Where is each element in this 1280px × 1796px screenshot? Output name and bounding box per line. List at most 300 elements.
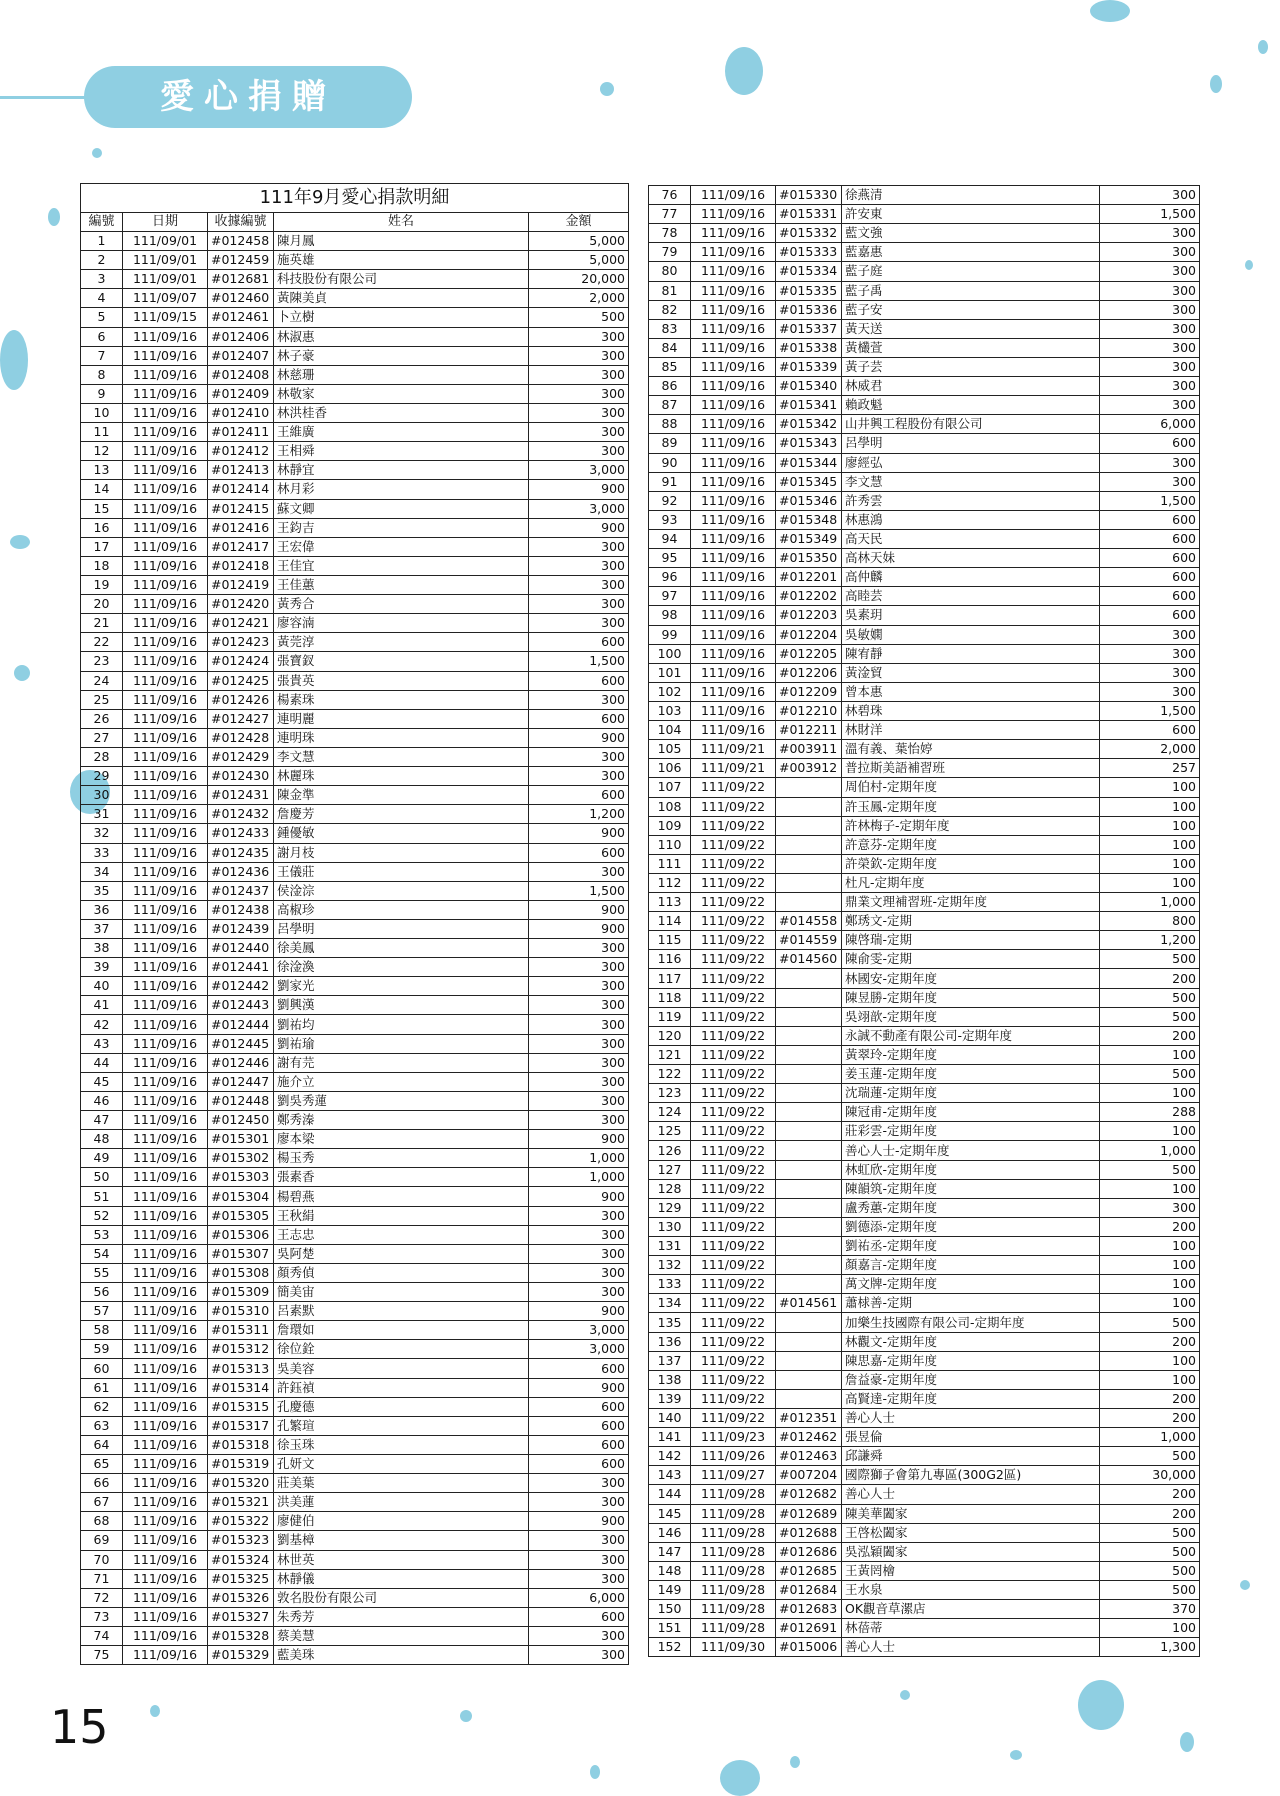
row-number: 147: [649, 1542, 691, 1561]
table-row: [81, 805, 629, 824]
row-donor-name: 徐位銓: [274, 1340, 529, 1359]
row-amount: 200: [1100, 1026, 1200, 1045]
row-receipt-number: [776, 1007, 842, 1026]
table-row: [81, 1168, 629, 1187]
row-amount: 20,000: [529, 270, 629, 289]
row-date: 111/09/16: [123, 1168, 208, 1187]
row-donor-name: 藍子安: [842, 300, 1100, 319]
row-receipt-number: #012202: [776, 587, 842, 606]
row-donor-name: 王啓松闔家: [842, 1523, 1100, 1542]
row-donor-name: 林淑惠: [274, 327, 529, 346]
table-row: [649, 205, 1200, 224]
row-amount: 300: [1100, 663, 1200, 682]
row-receipt-number: #012439: [208, 919, 274, 938]
table-row: [649, 568, 1200, 587]
row-amount: 300: [1100, 338, 1200, 357]
table-row: [649, 415, 1200, 434]
row-number: 37: [81, 919, 123, 938]
row-receipt-number: #012412: [208, 442, 274, 461]
row-donor-name: 張昱倫: [842, 1428, 1100, 1447]
row-donor-name: 徐玉珠: [274, 1435, 529, 1454]
row-receipt-number: #015314: [208, 1378, 274, 1397]
row-date: 111/09/22: [691, 873, 776, 892]
row-donor-name: 廖容湳: [274, 614, 529, 633]
row-receipt-number: #015309: [208, 1283, 274, 1302]
row-number: 63: [81, 1416, 123, 1435]
splatter-dot: [1258, 40, 1268, 54]
table-row: [81, 1607, 629, 1626]
row-number: 123: [649, 1084, 691, 1103]
row-date: 111/09/16: [123, 958, 208, 977]
row-amount: 300: [529, 442, 629, 461]
row-amount: 300: [529, 862, 629, 881]
row-date: 111/09/28: [691, 1561, 776, 1580]
table-row: [81, 365, 629, 384]
splatter-dot: [725, 47, 763, 95]
row-amount: 300: [529, 365, 629, 384]
row-date: 111/09/16: [123, 537, 208, 556]
row-number: 129: [649, 1198, 691, 1217]
row-amount: 300: [1100, 396, 1200, 415]
row-date: 111/09/16: [691, 319, 776, 338]
row-date: 111/09/16: [691, 529, 776, 548]
row-date: 111/09/26: [691, 1447, 776, 1466]
row-amount: 300: [1100, 357, 1200, 376]
row-number: 133: [649, 1275, 691, 1294]
row-amount: 600: [529, 1359, 629, 1378]
row-amount: 100: [1100, 1084, 1200, 1103]
table-row: [81, 652, 629, 671]
row-number: 78: [649, 224, 691, 243]
table-row: [81, 747, 629, 766]
row-number: 40: [81, 977, 123, 996]
row-donor-name: 廖本梁: [274, 1130, 529, 1149]
row-number: 149: [649, 1580, 691, 1599]
row-amount: 300: [529, 1053, 629, 1072]
row-date: 111/09/16: [123, 423, 208, 442]
row-amount: 300: [529, 1646, 629, 1665]
row-amount: 2,000: [529, 289, 629, 308]
row-date: 111/09/16: [123, 786, 208, 805]
row-number: 33: [81, 843, 123, 862]
row-number: 26: [81, 709, 123, 728]
row-amount: 1,000: [1100, 1428, 1200, 1447]
row-receipt-number: [776, 1370, 842, 1389]
table-row: [81, 423, 629, 442]
row-amount: 600: [1100, 529, 1200, 548]
row-donor-name: 科技股份有限公司: [274, 270, 529, 289]
row-receipt-number: [776, 1122, 842, 1141]
row-receipt-number: #015306: [208, 1225, 274, 1244]
row-amount: 300: [1100, 1198, 1200, 1217]
row-date: 111/09/16: [123, 595, 208, 614]
row-donor-name: 廖健伯: [274, 1512, 529, 1531]
row-date: 111/09/16: [123, 575, 208, 594]
row-receipt-number: #012458: [208, 232, 274, 251]
row-date: 111/09/22: [691, 1179, 776, 1198]
table-row: [81, 728, 629, 747]
row-donor-name: 王黃罔檜: [842, 1561, 1100, 1580]
row-number: 84: [649, 338, 691, 357]
row-number: 5: [81, 308, 123, 327]
row-donor-name: 永誠不動產有限公司-定期年度: [842, 1026, 1100, 1045]
row-date: 111/09/28: [691, 1542, 776, 1561]
row-number: 132: [649, 1256, 691, 1275]
row-donor-name: 林慈珊: [274, 365, 529, 384]
row-receipt-number: #015302: [208, 1149, 274, 1168]
row-receipt-number: #012463: [776, 1447, 842, 1466]
row-receipt-number: #015305: [208, 1206, 274, 1225]
row-amount: 900: [529, 1512, 629, 1531]
row-receipt-number: #015342: [776, 415, 842, 434]
row-donor-name: 林觀文-定期年度: [842, 1332, 1100, 1351]
row-amount: 500: [1100, 1447, 1200, 1466]
row-date: 111/09/16: [123, 1111, 208, 1130]
row-receipt-number: #012211: [776, 721, 842, 740]
row-receipt-number: #012691: [776, 1619, 842, 1638]
row-number: 119: [649, 1007, 691, 1026]
row-receipt-number: [776, 778, 842, 797]
row-date: 111/09/16: [123, 1359, 208, 1378]
row-number: 49: [81, 1149, 123, 1168]
row-receipt-number: [776, 1275, 842, 1294]
row-number: 50: [81, 1168, 123, 1187]
table-row: [81, 862, 629, 881]
row-amount: 1,000: [529, 1168, 629, 1187]
row-date: 111/09/22: [691, 1084, 776, 1103]
row-amount: 300: [529, 1206, 629, 1225]
row-number: 110: [649, 835, 691, 854]
row-date: 111/09/22: [691, 1103, 776, 1122]
row-number: 86: [649, 377, 691, 396]
row-donor-name: 呂素默: [274, 1302, 529, 1321]
row-date: 111/09/16: [691, 224, 776, 243]
table-row: [81, 1455, 629, 1474]
row-number: 75: [81, 1646, 123, 1665]
row-date: 111/09/16: [123, 1397, 208, 1416]
row-receipt-number: #012351: [776, 1409, 842, 1428]
row-number: 85: [649, 357, 691, 376]
row-date: 111/09/16: [691, 491, 776, 510]
splatter-dot: [1078, 1680, 1124, 1730]
row-receipt-number: #012441: [208, 958, 274, 977]
table-row: [81, 1225, 629, 1244]
row-amount: 2,000: [1100, 740, 1200, 759]
row-receipt-number: [776, 816, 842, 835]
row-donor-name: 林靜宜: [274, 461, 529, 480]
row-date: 111/09/16: [123, 977, 208, 996]
row-number: 20: [81, 595, 123, 614]
row-number: 62: [81, 1397, 123, 1416]
row-amount: 1,500: [529, 881, 629, 900]
row-amount: 100: [1100, 873, 1200, 892]
row-date: 111/09/16: [691, 396, 776, 415]
row-amount: 200: [1100, 1332, 1200, 1351]
row-amount: 600: [1100, 568, 1200, 587]
table-row: [81, 958, 629, 977]
row-number: 96: [649, 568, 691, 587]
table-row: [81, 919, 629, 938]
row-date: 111/09/28: [691, 1523, 776, 1542]
row-number: 137: [649, 1351, 691, 1370]
row-receipt-number: [776, 1332, 842, 1351]
row-number: 68: [81, 1512, 123, 1531]
row-receipt-number: #012424: [208, 652, 274, 671]
row-number: 146: [649, 1523, 691, 1542]
row-date: 111/09/16: [123, 1588, 208, 1607]
row-amount: 300: [1100, 262, 1200, 281]
row-date: 111/09/16: [123, 1646, 208, 1665]
row-amount: 3,000: [529, 499, 629, 518]
row-date: 111/09/16: [123, 1206, 208, 1225]
table-row: [649, 1160, 1200, 1179]
row-amount: 3,000: [529, 1340, 629, 1359]
row-donor-name: 劉祐均: [274, 1015, 529, 1034]
row-amount: 200: [1100, 1504, 1200, 1523]
row-number: 29: [81, 767, 123, 786]
row-donor-name: 莊彩雲-定期年度: [842, 1122, 1100, 1141]
table-row: [649, 1428, 1200, 1447]
row-amount: 300: [529, 1034, 629, 1053]
row-donor-name: 吳阿楚: [274, 1244, 529, 1263]
row-receipt-number: #012447: [208, 1072, 274, 1091]
row-donor-name: 吳敏嫻: [842, 625, 1100, 644]
row-amount: 300: [529, 1626, 629, 1645]
row-number: 35: [81, 881, 123, 900]
row-donor-name: 王鈞吉: [274, 518, 529, 537]
row-amount: 100: [1100, 797, 1200, 816]
row-date: 111/09/16: [123, 1607, 208, 1626]
table-row: [81, 996, 629, 1015]
row-amount: 900: [529, 824, 629, 843]
row-number: 136: [649, 1332, 691, 1351]
row-date: 111/09/16: [123, 767, 208, 786]
row-donor-name: 王志忠: [274, 1225, 529, 1244]
table-row: [81, 461, 629, 480]
row-date: 111/09/16: [691, 701, 776, 720]
column-header-amount: 金額: [529, 213, 629, 232]
row-donor-name: 善心人士: [842, 1409, 1100, 1428]
table-row: [81, 1244, 629, 1263]
table-row: [649, 1198, 1200, 1217]
row-amount: 600: [1100, 510, 1200, 529]
row-amount: 600: [1100, 434, 1200, 453]
row-number: 93: [649, 510, 691, 529]
row-receipt-number: #012444: [208, 1015, 274, 1034]
row-number: 16: [81, 518, 123, 537]
row-date: 111/09/16: [691, 243, 776, 262]
row-date: 111/09/22: [691, 1045, 776, 1064]
row-donor-name: 黃秀合: [274, 595, 529, 614]
row-donor-name: 高椒珍: [274, 900, 529, 919]
row-amount: 300: [529, 556, 629, 575]
row-number: 66: [81, 1474, 123, 1493]
row-number: 34: [81, 862, 123, 881]
row-donor-name: 蘇文卿: [274, 499, 529, 518]
row-receipt-number: #012418: [208, 556, 274, 575]
row-donor-name: 高賢達-定期年度: [842, 1389, 1100, 1408]
row-donor-name: 孔妍文: [274, 1455, 529, 1474]
row-amount: 300: [529, 537, 629, 556]
row-amount: 300: [529, 767, 629, 786]
table-row: [649, 1619, 1200, 1638]
table-row: [649, 186, 1200, 205]
row-date: 111/09/16: [123, 900, 208, 919]
row-amount: 1,500: [529, 652, 629, 671]
row-number: 90: [649, 453, 691, 472]
row-number: 14: [81, 480, 123, 499]
row-amount: 500: [1100, 988, 1200, 1007]
table-row: [649, 950, 1200, 969]
row-date: 111/09/16: [123, 633, 208, 652]
row-date: 111/09/28: [691, 1600, 776, 1619]
row-number: 94: [649, 529, 691, 548]
table-row: [649, 1523, 1200, 1542]
row-donor-name: 陳思嘉-定期年度: [842, 1351, 1100, 1370]
row-date: 111/09/16: [123, 1321, 208, 1340]
row-amount: 300: [1100, 186, 1200, 205]
row-date: 111/09/16: [123, 442, 208, 461]
row-number: 17: [81, 537, 123, 556]
row-number: 91: [649, 472, 691, 491]
row-date: 111/09/16: [123, 384, 208, 403]
row-date: 111/09/16: [123, 728, 208, 747]
row-receipt-number: #012209: [776, 682, 842, 701]
row-amount: 300: [1100, 377, 1200, 396]
row-donor-name: 李文慧: [842, 472, 1100, 491]
row-number: 51: [81, 1187, 123, 1206]
column-header-date: 日期: [123, 213, 208, 232]
row-number: 81: [649, 281, 691, 300]
row-donor-name: 善心人士: [842, 1638, 1100, 1657]
row-date: 111/09/22: [691, 1141, 776, 1160]
table-row: [81, 1474, 629, 1493]
row-receipt-number: #012205: [776, 644, 842, 663]
row-amount: 300: [529, 1263, 629, 1282]
row-amount: 6,000: [529, 1588, 629, 1607]
splatter-dot: [10, 535, 30, 549]
row-date: 111/09/16: [691, 377, 776, 396]
row-amount: 257: [1100, 759, 1200, 778]
row-receipt-number: #012429: [208, 747, 274, 766]
row-number: 47: [81, 1111, 123, 1130]
table-row: [81, 977, 629, 996]
table-row: [649, 701, 1200, 720]
row-date: 111/09/16: [691, 510, 776, 529]
row-receipt-number: #015338: [776, 338, 842, 357]
table-row: [81, 614, 629, 633]
row-receipt-number: #015350: [776, 549, 842, 568]
row-donor-name: 謝有芫: [274, 1053, 529, 1072]
row-number: 105: [649, 740, 691, 759]
table-row: [649, 1007, 1200, 1026]
splatter-dot: [48, 208, 60, 226]
table-row: [81, 1130, 629, 1149]
table-row: [81, 575, 629, 594]
table-row: [649, 319, 1200, 338]
row-amount: 900: [529, 919, 629, 938]
row-date: 111/09/22: [691, 1389, 776, 1408]
row-number: 99: [649, 625, 691, 644]
table-row: [81, 843, 629, 862]
page-number: 15: [50, 1700, 109, 1754]
row-date: 111/09/16: [691, 721, 776, 740]
row-number: 152: [649, 1638, 691, 1657]
row-number: 118: [649, 988, 691, 1007]
table-row: [649, 931, 1200, 950]
row-donor-name: 林國安-定期年度: [842, 969, 1100, 988]
row-donor-name: 邱謙舜: [842, 1447, 1100, 1466]
row-date: 111/09/22: [691, 1351, 776, 1370]
table-row: [81, 289, 629, 308]
row-receipt-number: #012437: [208, 881, 274, 900]
row-donor-name: 劉祐丞-定期年度: [842, 1237, 1100, 1256]
row-date: 111/09/22: [691, 1026, 776, 1045]
row-number: 138: [649, 1370, 691, 1389]
row-receipt-number: [776, 835, 842, 854]
row-amount: 300: [529, 575, 629, 594]
row-number: 18: [81, 556, 123, 575]
table-row: [649, 549, 1200, 568]
row-number: 72: [81, 1588, 123, 1607]
row-receipt-number: [776, 1198, 842, 1217]
row-donor-name: 施英雄: [274, 251, 529, 270]
row-amount: 900: [529, 1302, 629, 1321]
row-receipt-number: #012688: [776, 1523, 842, 1542]
row-amount: 600: [529, 1607, 629, 1626]
row-number: 74: [81, 1626, 123, 1645]
row-number: 135: [649, 1313, 691, 1332]
table-row: [649, 1638, 1200, 1657]
table-row: [81, 270, 629, 289]
table-row: [649, 1561, 1200, 1580]
row-amount: 600: [529, 671, 629, 690]
row-donor-name: 莊美葉: [274, 1474, 529, 1493]
row-number: 127: [649, 1160, 691, 1179]
row-donor-name: 林世英: [274, 1550, 529, 1569]
row-donor-name: 林子豪: [274, 346, 529, 365]
row-donor-name: 許林梅子-定期年度: [842, 816, 1100, 835]
row-receipt-number: #012425: [208, 671, 274, 690]
row-donor-name: 善心人士-定期年度: [842, 1141, 1100, 1160]
row-amount: 500: [1100, 1561, 1200, 1580]
row-donor-name: 蔡美慧: [274, 1626, 529, 1645]
row-receipt-number: #015006: [776, 1638, 842, 1657]
row-receipt-number: #012440: [208, 939, 274, 958]
row-receipt-number: #012446: [208, 1053, 274, 1072]
splatter-dot: [600, 82, 614, 96]
row-number: 2: [81, 251, 123, 270]
row-number: 120: [649, 1026, 691, 1045]
table-row: [81, 1493, 629, 1512]
row-donor-name: 高仲麟: [842, 568, 1100, 587]
table-row: [649, 778, 1200, 797]
row-receipt-number: #012685: [776, 1561, 842, 1580]
row-amount: 1,000: [1100, 893, 1200, 912]
row-amount: 200: [1100, 1389, 1200, 1408]
column-header-number: 編號: [81, 213, 123, 232]
table-row: [81, 232, 629, 251]
row-donor-name: 孔繁瑄: [274, 1416, 529, 1435]
row-number: 130: [649, 1217, 691, 1236]
row-receipt-number: #012423: [208, 633, 274, 652]
table-row: [81, 1206, 629, 1225]
table-row: [81, 251, 629, 270]
row-number: 4: [81, 289, 123, 308]
table-row: [81, 1091, 629, 1110]
table-row: [649, 721, 1200, 740]
row-donor-name: 劉興漢: [274, 996, 529, 1015]
